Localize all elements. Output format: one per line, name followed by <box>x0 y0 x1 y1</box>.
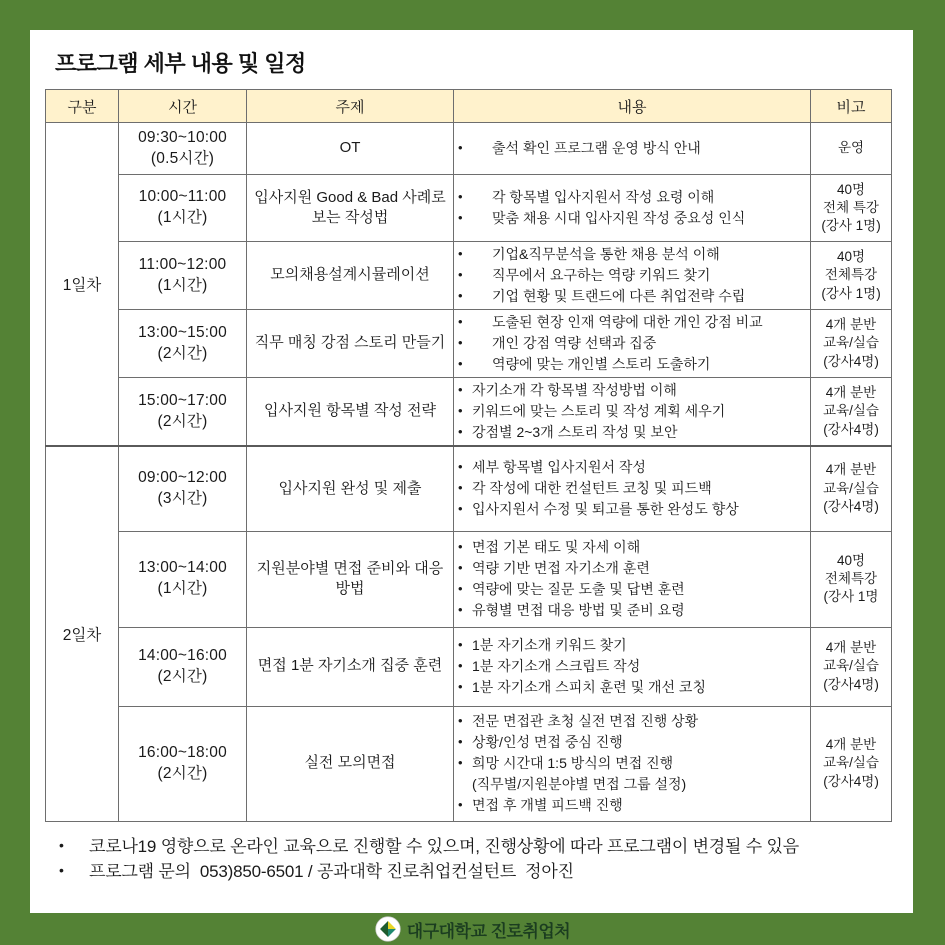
content-bullet-text: 1분 자기소개 스크립트 작성 <box>472 658 641 674</box>
content-cell <box>454 123 811 175</box>
remark-cell <box>811 706 892 821</box>
remark-line: 4개 분반 <box>825 737 877 753</box>
content-bullet-text: 강점별 2~3개 스토리 작성 및 보안 <box>472 424 678 440</box>
content-bullet-list <box>458 711 806 816</box>
col-header-category: 구분 <box>46 90 119 123</box>
time-range: 10:00~11:00 <box>138 188 227 206</box>
content-bullet <box>458 753 806 795</box>
content-bullet-text: 역량에 맞는 질문 도출 및 답변 훈련 <box>472 581 685 597</box>
content-bullet <box>458 401 806 422</box>
remark-line: (강사4명) <box>823 676 879 692</box>
table-row <box>46 242 892 310</box>
logo-text: 대구대학교 진로취업처 <box>406 921 571 941</box>
topic-cell: 직무 매칭 강점 스토리 만들기 <box>247 310 454 378</box>
content-cell <box>454 175 811 242</box>
remark-line: 4개 분반 <box>825 462 877 478</box>
time-duration: (2시간) <box>157 764 208 782</box>
remark-line: (강사 1명) <box>821 285 881 301</box>
time-range: 14:00~16:00 <box>138 646 227 664</box>
topic-cell: 실전 모의면접 <box>247 706 454 821</box>
time-range: 09:30~10:00 <box>138 128 227 146</box>
time-duration: (1시간) <box>157 209 208 226</box>
topic-cell: 입사지원 Good & Bad 사례로 보는 작성법 <box>247 175 454 242</box>
content-bullet-text: 상황/인성 면접 중심 진행 <box>472 734 623 750</box>
content-bullet <box>458 499 806 520</box>
time-range: 09:00~12:00 <box>138 468 227 486</box>
content-cell <box>454 446 811 531</box>
content-bullet-text: 키워드에 맞는 스토리 및 작성 계획 세우기 <box>472 403 726 419</box>
time-duration: (2시간) <box>157 412 208 430</box>
content-bullet-text: 도출된 현장 인재 역량에 대한 개인 강점 비교 <box>492 314 763 330</box>
university-emblem-icon <box>375 916 401 942</box>
time-cell <box>119 627 247 706</box>
remark-line: 교육/실습 <box>823 480 879 496</box>
remark-line: 4개 분반 <box>825 317 877 333</box>
content-bullet <box>458 422 806 443</box>
content-bullet-text: 자기소개 각 항목별 작성방법 이해 <box>472 382 677 398</box>
content-cell <box>454 242 811 310</box>
remark-cell <box>811 627 892 706</box>
content-bullet <box>458 600 806 621</box>
topic-cell: 입사지원 완성 및 제출 <box>247 446 454 531</box>
time-duration: (2시간) <box>157 667 208 685</box>
content-bullet <box>458 333 806 354</box>
content-bullet-list <box>458 312 806 375</box>
content-bullet-text: 1분 자기소개 스피치 훈련 및 개선 코칭 <box>472 679 706 695</box>
topic-cell: 모의채용설계시뮬레이션 <box>247 242 454 310</box>
time-cell <box>119 706 247 821</box>
content-bullet <box>458 286 806 307</box>
time-cell <box>119 531 247 627</box>
content-bullet <box>458 711 806 732</box>
time-range: 13:00~14:00 <box>138 559 227 577</box>
time-cell <box>119 175 247 242</box>
col-header-time: 시간 <box>119 90 247 123</box>
table-row <box>46 627 892 706</box>
remark-line: 전체 특강 <box>823 199 879 215</box>
content-bullet-text: 각 작성에 대한 컨설턴트 코칭 및 피드백 <box>472 480 712 497</box>
content-bullet <box>458 312 806 333</box>
remark-line: 전체특강 <box>824 570 878 586</box>
remark-line: 40명 <box>836 552 866 568</box>
footer-logo <box>0 913 945 945</box>
content-bullet-text: 전문 면접관 초청 실전 면접 진행 상황 <box>472 713 699 729</box>
content-bullet-text: 기업 현황 및 트랜드에 다른 취업전략 수립 <box>492 288 746 304</box>
content-bullet <box>458 138 806 159</box>
remark-cell <box>811 446 892 531</box>
content-bullet-text: 입사지원서 수정 및 퇴고를 통한 완성도 향상 <box>472 501 739 518</box>
content-bullet-list <box>458 244 806 307</box>
content-bullet-text: 출석 확인 프로그램 운영 방식 안내 <box>492 140 701 156</box>
remark-cell <box>811 531 892 627</box>
content-bullet <box>458 208 806 229</box>
content-bullet <box>458 558 806 579</box>
content-bullet-text: 맞춤 채용 시대 입사지원 작성 중요성 인식 <box>492 210 746 226</box>
table-row <box>46 123 892 175</box>
content-bullet-list <box>458 187 806 229</box>
content-bullet <box>458 732 806 753</box>
table-row <box>46 378 892 447</box>
content-cell <box>454 531 811 627</box>
time-cell <box>119 446 247 531</box>
remark-line: (강사 1명 <box>823 589 879 605</box>
time-cell <box>119 123 247 175</box>
content-bullet-text: 유형별 면접 대응 방법 및 준비 요령 <box>472 602 685 618</box>
remark-line: 40명 <box>836 181 866 197</box>
remark-line: 40명 <box>836 249 866 265</box>
remark-line: (강사4명) <box>823 353 879 369</box>
document-page <box>30 30 913 913</box>
remark-line: 전체특강 <box>824 267 878 283</box>
col-header-topic: 주제 <box>247 90 454 123</box>
content-bullet <box>458 354 806 375</box>
content-bullet-list <box>458 635 806 698</box>
day-group-label: 1일차 <box>46 123 119 447</box>
content-cell <box>454 627 811 706</box>
remark-line: (강사 1명) <box>821 218 881 234</box>
content-bullet-text: 직무에서 요구하는 역량 키워드 찾기 <box>492 267 711 283</box>
remark-line: (강사4명) <box>823 421 879 437</box>
topic-cell: 입사지원 항목별 작성 전략 <box>247 378 454 447</box>
remark-line: 4개 분반 <box>825 640 877 656</box>
time-cell <box>119 242 247 310</box>
day-group-label: 2일차 <box>46 446 119 821</box>
content-bullet-text: 세부 항목별 입사지원서 작성 <box>472 459 646 476</box>
content-cell <box>454 706 811 821</box>
topic-cell: 면접 1분 자기소개 집중 훈련 <box>247 627 454 706</box>
content-bullet <box>458 677 806 698</box>
remark-line: 운영 <box>837 140 865 156</box>
remark-line: 교육/실습 <box>823 335 879 351</box>
content-bullet <box>458 635 806 656</box>
table-row <box>46 310 892 378</box>
content-bullet-text: 1분 자기소개 키워드 찾기 <box>472 637 627 653</box>
footer-note: • 프로그램 문의 053)850-6501 / 공과대학 진로취업컨설턴트 정아진 <box>55 859 913 885</box>
content-bullet-list <box>458 380 806 443</box>
remark-line: (강사4명) <box>823 773 879 789</box>
content-bullet-text: 역량에 맞는 개인별 스토리 도출하기 <box>492 356 711 372</box>
col-header-content: 내용 <box>454 90 811 123</box>
content-bullet-list <box>458 138 806 159</box>
table-row <box>46 446 892 531</box>
time-duration: (3시간) <box>157 489 208 507</box>
topic-cell: 지원분야별 면접 준비와 대응 방법 <box>247 531 454 627</box>
time-duration: (1시간) <box>157 580 208 597</box>
content-bullet-text: 면접 후 개별 피드백 진행 <box>472 797 623 813</box>
content-cell <box>454 378 811 447</box>
content-bullet <box>458 537 806 558</box>
content-bullet <box>458 579 806 600</box>
footer-note: • 코로나19 영향으로 온라인 교육으로 진행할 수 있으며, 진행상황에 따라 프로그램이 변경될 수 있음 <box>55 834 913 860</box>
table-row <box>46 706 892 821</box>
time-cell <box>119 310 247 378</box>
content-cell <box>454 310 811 378</box>
content-bullet-text: 각 항목별 입사지원서 작성 요령 이해 <box>492 189 715 205</box>
content-bullet-text: 희망 시간대 1:5 방식의 면접 진행 <box>472 755 674 771</box>
topic-cell: OT <box>247 123 454 175</box>
remark-cell <box>811 310 892 378</box>
time-duration: (1시간) <box>157 276 208 294</box>
content-bullet-list <box>458 457 806 520</box>
time-cell <box>119 378 247 447</box>
remark-line: 교육/실습 <box>823 755 879 771</box>
schedule-table-body <box>46 123 892 822</box>
time-duration: (2시간) <box>157 344 208 362</box>
remark-line: 교육/실습 <box>823 403 879 419</box>
remark-line: 4개 분반 <box>825 385 877 401</box>
content-bullet-text: 역량 기반 면접 자기소개 훈련 <box>472 560 650 576</box>
remark-cell <box>811 242 892 310</box>
time-range: 11:00~12:00 <box>138 255 227 273</box>
table-row <box>46 175 892 242</box>
content-bullet-list <box>458 537 806 621</box>
content-bullet <box>458 380 806 401</box>
table-row <box>46 531 892 627</box>
content-bullet-text: 면접 기본 태도 및 자세 이해 <box>472 539 641 555</box>
content-bullet <box>458 187 806 208</box>
time-range: 15:00~17:00 <box>138 391 227 409</box>
remark-line: 교육/실습 <box>823 658 879 674</box>
content-bullet <box>458 478 806 499</box>
content-bullet <box>458 244 806 265</box>
content-bullet-subline: (직무별/지원분야별 면접 그룹 설정) <box>472 776 687 792</box>
content-bullet <box>458 795 806 816</box>
table-header-row <box>46 90 892 123</box>
content-bullet <box>458 656 806 677</box>
content-bullet-text: 기업&직무분석을 통한 채용 분석 이해 <box>492 246 720 262</box>
time-duration: (0.5시간) <box>150 149 215 167</box>
schedule-table <box>45 89 892 822</box>
footer-notes <box>55 834 913 885</box>
time-range: 13:00~15:00 <box>138 323 227 341</box>
time-range: 16:00~18:00 <box>138 743 227 761</box>
page-title: 프로그램 세부 내용 및 일정 <box>55 51 306 76</box>
content-bullet <box>458 457 806 478</box>
remark-cell <box>811 378 892 447</box>
content-bullet <box>458 265 806 286</box>
remark-cell <box>811 175 892 242</box>
content-bullet-text: 개인 강점 역량 선택과 집중 <box>492 335 657 351</box>
remark-line: (강사4명) <box>823 498 879 514</box>
remark-cell <box>811 123 892 175</box>
col-header-remark: 비고 <box>811 90 892 123</box>
